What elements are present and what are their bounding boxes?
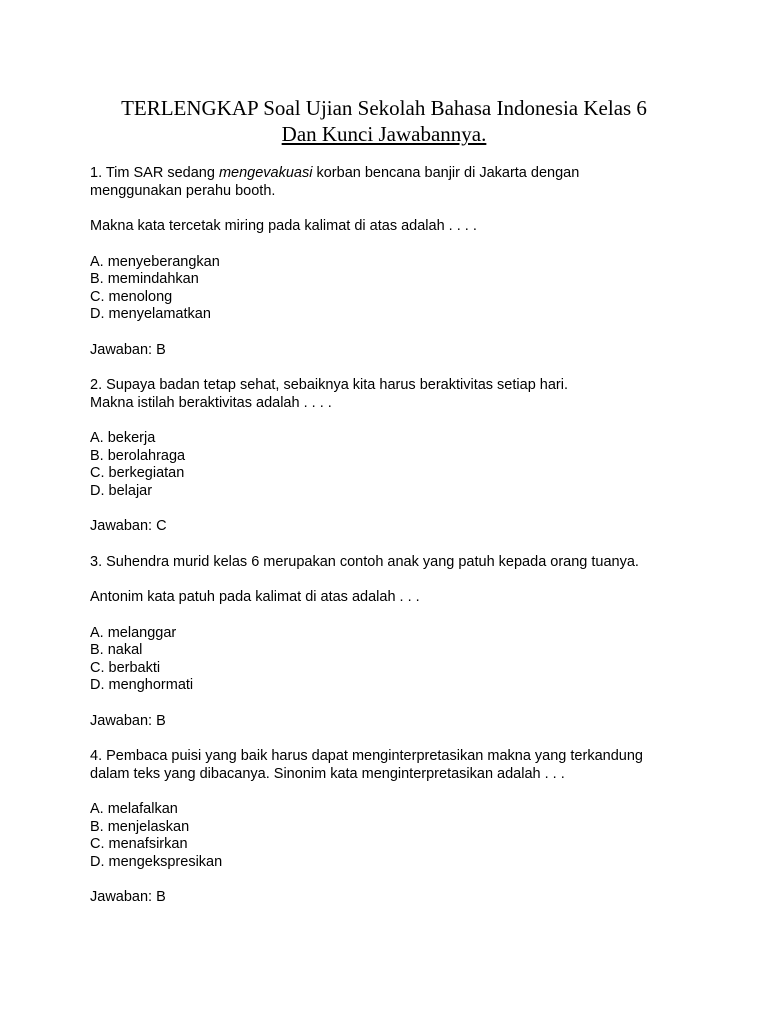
question-1 <box>90 165 708 359</box>
question-4 <box>90 748 708 907</box>
question-2-option-c: C. berkegiatan <box>90 465 185 481</box>
question-1-stem-text: 1. Tim SAR sedang <box>90 165 219 181</box>
question-3 <box>90 554 708 731</box>
question-2-option-a: A. bekerja <box>90 430 156 446</box>
question-2 <box>90 377 708 536</box>
question-2-answer: Jawaban: C <box>90 518 167 534</box>
question-3-answer: Jawaban: B <box>90 712 166 729</box>
question-3-option-a: A. melanggar <box>90 624 177 641</box>
question-1-option-a: A. menyeberangkan <box>90 253 220 270</box>
question-2-option-d: D. belajar <box>90 482 153 499</box>
title-line-1: TERLENGKAP Soal Ujian Sekolah Bahasa Indonesia Kelas 6 <box>121 96 647 120</box>
question-4-answer: Jawaban: B <box>90 889 166 905</box>
question-4-option-c: C. menafsirkan <box>90 836 188 852</box>
question-4-option-b: B. menjelaskan <box>90 818 190 835</box>
question-1-option-d: D. menyelamatkan <box>90 306 211 322</box>
question-3-option-b: B. nakal <box>90 642 143 658</box>
document-title <box>40 95 728 147</box>
question-1-option-b: B. memindahkan <box>90 271 199 287</box>
question-3-stem: 3. Suhendra murid kelas 6 merupakan contoh anak yang patuh kepada orang tuanya. <box>90 553 639 570</box>
question-1-prompt: Makna kata tercetak miring pada kalimat di atas adalah . . . . <box>90 218 477 234</box>
question-4-option-a: A. melafalkan <box>90 801 178 817</box>
title-line-2: Dan Kunci Jawabannya. <box>281 122 487 146</box>
question-1-stem <box>90 165 708 200</box>
question-1-option-c: C. menolong <box>90 288 173 305</box>
question-3-option-d: D. menghormati <box>90 677 194 693</box>
question-3-prompt: Antonim kata patuh pada kalimat di atas adalah . . . <box>90 589 420 605</box>
question-1-stem-text-end: korban bencana banjir di Jakarta dengan menggunakan perahu booth. <box>90 165 580 199</box>
question-1-italic-word: mengevakuasi <box>218 165 313 181</box>
question-3-option-c: C. berbakti <box>90 659 161 676</box>
question-1-answer: Jawaban: B <box>90 341 166 358</box>
question-2-prompt: Makna istilah beraktivitas adalah . . . . <box>90 394 332 411</box>
question-2-option-b: B. berolahraga <box>90 447 186 464</box>
question-4-option-d: D. mengekspresikan <box>90 853 223 870</box>
question-4-stem: 4. Pembaca puisi yang baik harus dapat menginterpretasikan makna yang terkandung dalam teks yang dibacanya. Sinonim kata menginterpretasikan adalah . . . <box>90 748 643 782</box>
question-list <box>90 165 708 907</box>
question-2-stem: 2. Supaya badan tetap sehat, sebaiknya kita harus beraktivitas setiap hari. <box>90 377 568 393</box>
